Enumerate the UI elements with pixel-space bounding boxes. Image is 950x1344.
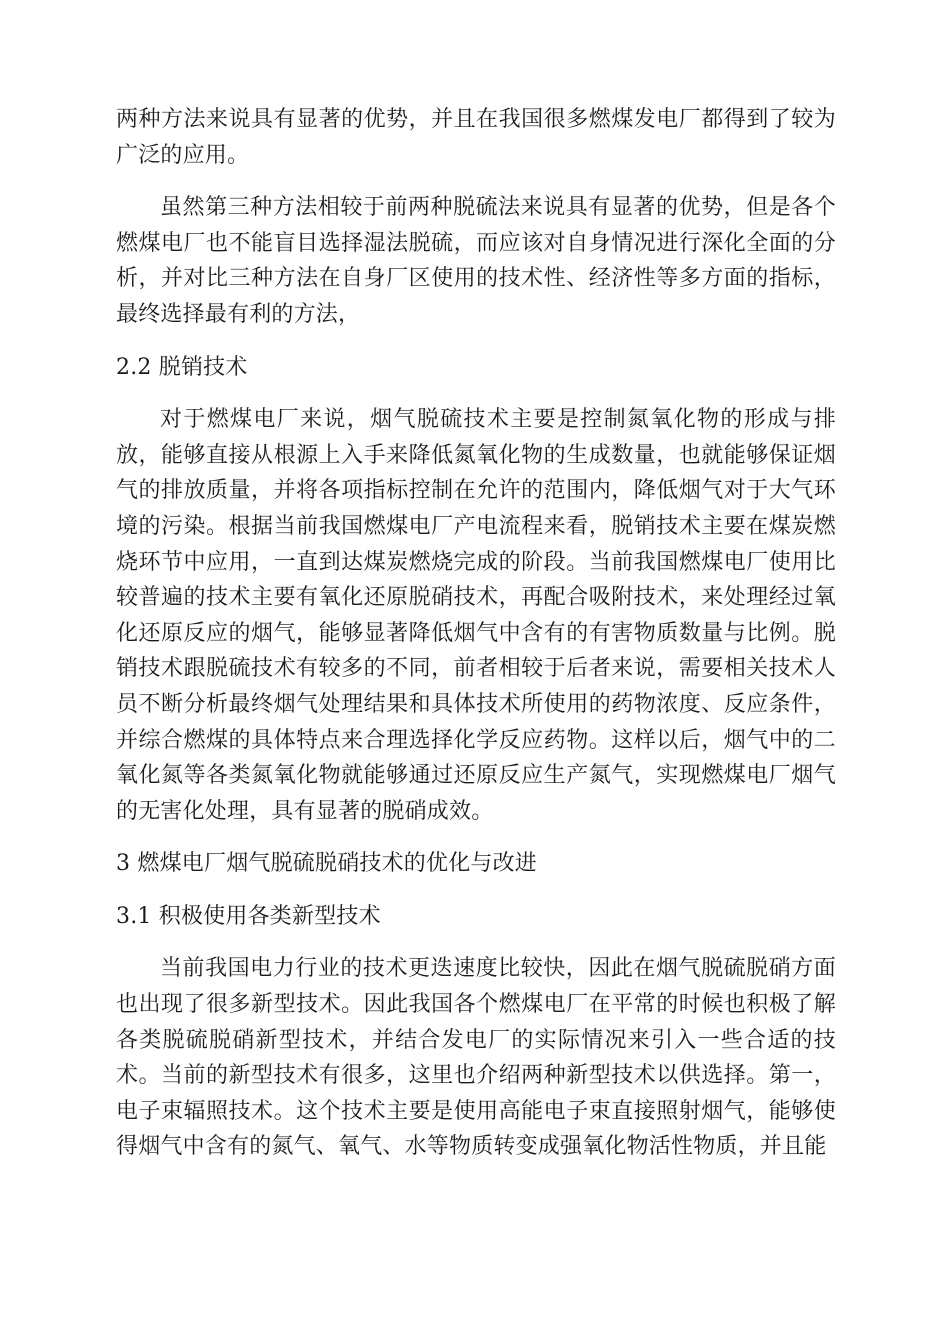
document-body <box>116 102 836 1182</box>
paragraph-continuation: 两种方法来说具有显著的优势，并且在我国很多燃煤发电厂都得到了较为广泛的应用。 <box>116 107 836 168</box>
section-heading-3-1: 3.1 积极使用各类新型技术 <box>116 903 381 929</box>
paragraph-denitrification-technology: 对于燃煤电厂来说，烟气脱硫技术主要是控制氮氧化物的形成与排放，能够直接从根源上入手来降低氮氧化物的生成数量，也就能够保证烟气的排放质量，并将各项指标控制在允许的范围内，降低烟气对于大气环境的污染。根据当前我国燃煤电厂产电流程来看，脱销技术主要在煤炭燃烧环节中应用，一直到达煤炭燃烧完成的阶段。当前我国燃煤电厂使用比较普遍的技术主要有氧化还原脱硝技术，再配合吸附技术，来处理经过氧化还原反应的烟气，能够显著降低烟气中含有的有害物质数量与比例。脱销技术跟脱硫技术有较多的不同，前者相较于后者来说，需要相关技术人员不断分析最终烟气处理结果和具体技术所使用的药物浓度、反应条件，并综合燃煤的具体特点来合理选择化学反应药物。这样以后，烟气中的二氧化氮等各类氮氧化物就能够通过还原反应生产氮气，实现燃煤电厂烟气的无害化处理，具有显著的脱硝成效。 <box>116 407 836 824</box>
paragraph-desulfurization-choice: 虽然第三种方法相较于前两种脱硫法来说具有显著的优势，但是各个燃煤电厂也不能盲目选择湿法脱硫，而应该对自身情况进行深化全面的分析，并对比三种方法在自身厂区使用的技术性、经济性等多方面的指标，最终选择最有利的方法， <box>116 195 836 327</box>
section-heading-3: 3 燃煤电厂烟气脱硫脱硝技术的优化与改进 <box>116 851 537 877</box>
paragraph-new-technologies: 当前我国电力行业的技术更迭速度比较快，因此在烟气脱硫脱硝方面也出现了很多新型技术。因此我国各个燃煤电厂在平常的时候也积极了解各类脱硫脱硝新型技术，并结合发电厂的实际情况来引入一些合适的技术。当前的新型技术有很多，这里也介绍两种新型技术以供选择。第一，电子束辐照技术。这个技术主要是使用高能电子束直接照射烟气，能够使得烟气中含有的氮气、氧气、水等物质转变成强氧化物活性物质，并且能 <box>116 956 836 1160</box>
section-heading-2-2: 2.2 脱销技术 <box>116 354 248 380</box>
